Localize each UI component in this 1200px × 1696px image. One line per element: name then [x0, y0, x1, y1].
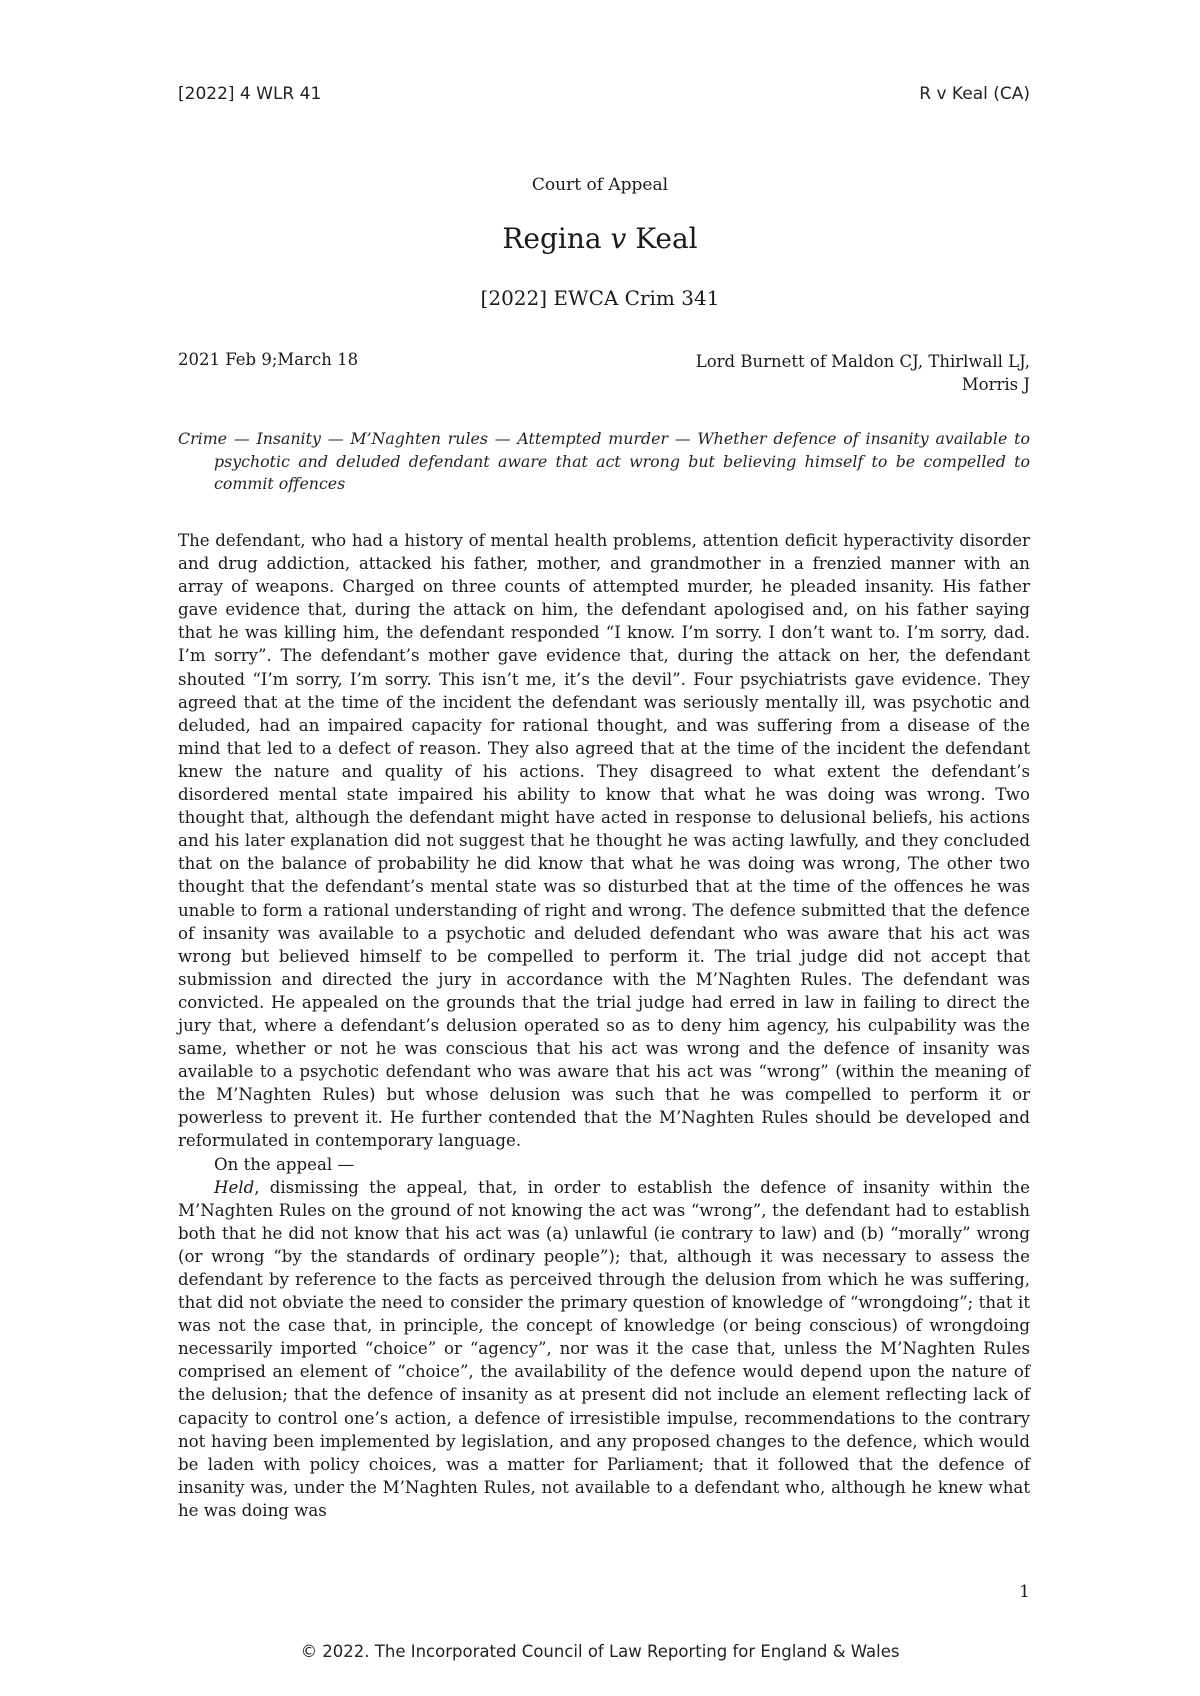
- headnote-held: [178, 1176, 1030, 1522]
- hearing-dates: 2021 Feb 9;March 18: [178, 350, 359, 369]
- running-head-case: R v Keal (CA): [919, 84, 1030, 104]
- running-head: [178, 84, 1030, 104]
- case-title-party1: Regina: [502, 222, 611, 255]
- running-head-citation: [2022] 4 WLR 41: [178, 84, 322, 104]
- judges-line-1: Lord Burnett of Maldon CJ, Thirlwall LJ,: [695, 352, 1030, 371]
- court-name: Court of Appeal: [531, 175, 669, 195]
- copyright-footer: © 2022. The Incorporated Council of Law Reporting for England & Wales: [300, 1642, 900, 1661]
- headnote-on-appeal: On the appeal —: [214, 1154, 355, 1174]
- headnote-facts: The defendant, who had a history of mental health problems, attention deficit hyperactivity disorder and drug addiction, attacked his father, mother, and grandmother in a frenzied manner with an array of weapons. Charged on three counts of attempted murder, he pleaded insanity. His father gave evidence that, during the attack on him, the defendant apologised and, on his father saying that he was killing him, the defendant responded “I know. I’m sorry. I don’t want to. I’m sorry, dad. I’m sorry”. The defendant’s mother gave evidence that, during the attack on her, the defendant shouted “I’m sorry, I’m sorry. This isn’t me, it’s the devil”. Four psychiatrists gave evidence. They agreed that at the time of the incident the defendant was seriously mentally ill, was psychotic and deluded, had an impaired capacity for rational thought, and was suffering from a disease of the mind that led to a defect of reason. They also agreed that at the time of the incident the defendant knew the nature and quality of his actions. They disagreed to what extent the defendant’s disordered mental state impaired his ability to know that what he was doing was wrong. Two thought that, although the defendant might have acted in response to delusional beliefs, his actions and his later explanation did not suggest that he thought he was acting lawfully, and they concluded that on the balance of probability he did know that what he was doing was wrong, The other two thought that the defendant’s mental state was so disturbed that at the time of the offences he was unable to form a rational understanding of right and wrong. The defence submitted that the defence of insanity was available to a psychotic and deluded defendant who was aware that his act was wrong but believed himself to be compelled to perform it. The trial judge did not accept that submission and directed the jury in accordance with the M’Naghten Rules. The defendant was convicted. He appealed on the grounds that the trial judge had erred in law in failing to direct the jury that, where a defendant’s delusion operated so as to deny him agency, his culpability was the same, whether or not he was conscious that his act was wrong and the defence of insanity was available to a psychotic defendant who was aware that his act was “wrong” (within the meaning of the M’Naghten Rules) but whose delusion was such that he was compelled to perform it or powerless to prevent it. He further contended that the M’Naghten Rules should be developed and reformulated in contemporary language.: [178, 531, 1030, 1151]
- page-number: 1: [1019, 1582, 1030, 1602]
- held-text: , dismissing the appeal, that, in order to establish the defence of insanity within the M’Naghten Rules on the ground of not knowing the act was “wrong”, the defendant had to establish both that he did not know that his act was (a) unlawful (ie contrary to law) and (b) “morally” wrong (or wrong “by the standards of ordinary people”); that, although it was necessary to assess the defendant by reference to the facts as perceived through the delusion from which he was suffering, that did not obviate the need to consider the primary question of knowledge of “wrongdoing”; that it was not the case that, in principle, the concept of knowledge (or being conscious) of wrongdoing necessarily imported “choice” or “agency”, nor was it the case that, unless the M’Naghten Rules comprised an element of “choice”, the availability of the defence would depend upon the nature of the delusion; that the defence of insanity as at present did not include an element reflecting lack of capacity to control one’s action, a defence of irresistible impulse, recommendations to the contrary not having been implemented by legislation, and any proposed changes to the defence, which would be laden with policy choices, was a matter for Parliament; that it followed that the defence of insanity was, under the M’Naghten Rules, not available to a defendant who, although he knew what he was doing was: [178, 1177, 1030, 1520]
- case-title-versus: v: [610, 222, 627, 255]
- held-label: Held: [214, 1177, 255, 1197]
- headnote: [178, 529, 1030, 1522]
- case-title: [0, 222, 1200, 255]
- catchwords: Crime — Insanity — M’Naghten rules — Attempted murder — Whether defence of insanity available to psychotic and deluded defendant aware that act wrong but believing himself to be compelled to commit offences: [178, 429, 1030, 493]
- case-title-party2: Keal: [626, 222, 698, 255]
- neutral-citation: [2022] EWCA Crim 341: [480, 286, 720, 310]
- judges-line-2: Morris J: [961, 375, 1030, 394]
- judges: [630, 350, 1030, 396]
